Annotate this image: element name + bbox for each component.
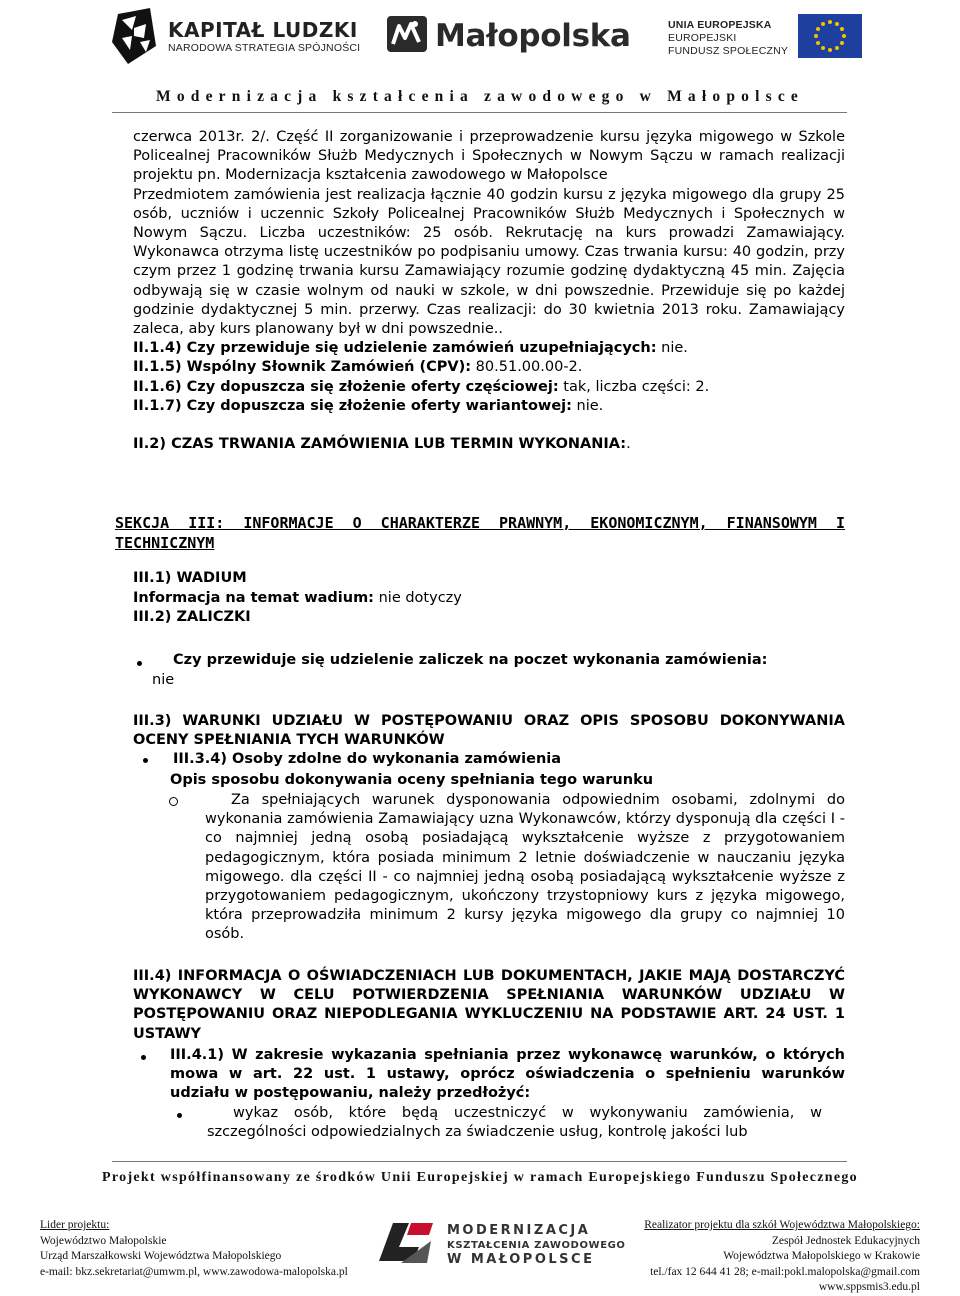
malopolska-logo — [385, 14, 631, 58]
section-ii-text — [133, 128, 845, 454]
footer-realizator-line-1: Zespół Jednostek Edukacyjnych — [771, 1234, 920, 1247]
bullet-icon — [177, 1113, 182, 1118]
footer-leader-line-1: Województwo Małopolskie — [40, 1234, 167, 1247]
section-iii-heading: SEKCJA III: INFORMACJE O CHARAKTERZE PRAWNYM, EKONOMICZNYM, FINANSOWYM I TECHNICZNYM — [115, 514, 845, 552]
footer-realizator — [644, 1218, 920, 1296]
zaliczki-answer: nie — [152, 672, 175, 688]
footer-cofinanced-note: Projekt współfinansowany ze środków Unii Europejskiej w ramach Europejskiego Funduszu Społecznego — [102, 1170, 858, 1185]
q-ii-1-7: II.1.7) Czy dopuszcza się złożenie oferty wariantowej: nie. — [133, 397, 604, 414]
page-header — [0, 0, 960, 120]
footer-leader-line-3: e-mail: bkz.sekretariat@umwm.pl, www.zawodowa-malopolska.pl — [40, 1265, 348, 1278]
heading-iii-4-1: III.4.1) W zakresie wykazania spełniania przez wykonawcę warunków, o których mowa w art. 22 ust. 1 ustawy, oprócz oświadczenia o spełnieniu warunków udziału w postępowaniu, należy przedłożyć: — [170, 1047, 845, 1102]
footer-realizator-line-4: www.sppsmis3.edu.pl — [818, 1281, 920, 1293]
paragraph-part-ii: czerwca 2013r. 2/. Część II zorganizowanie i przeprowadzenie kursu języka migowego w Szkole Policealnej Pracowników Służb Medycznych i Społecznych w Nowym Sączu w ramach realizacji projektu pn. Modernizacja kształcenia zawodowego w Małopolsce — [133, 129, 845, 184]
bullet-icon — [143, 758, 148, 763]
kapital-ludzki-logo — [110, 6, 360, 68]
footer-divider — [112, 1161, 847, 1162]
wykaz-paragraph: wykaz osób, które będą uczestniczyć w wykonywaniu zamówienia, w szczególności odpowiedzialnych za świadczenie usług, kontrolę jakości lub — [207, 1105, 822, 1141]
heading-opis: Opis sposobu dokonywania oceny spełniania tego warunku — [170, 772, 654, 788]
eu-line-3: FUNDUSZ SPOŁECZNY — [668, 44, 789, 57]
eu-logo — [660, 14, 862, 62]
wadium-info: Informacja na temat wadium: nie dotyczy — [133, 590, 462, 606]
footer-realizator-line-2: Województwa Małopolskiego w Krakowie — [723, 1250, 920, 1262]
heading-iii-1: III.1) WADIUM — [133, 570, 247, 586]
q-ii-1-5: II.1.5) Wspólny Słownik Zamówień (CPV): 80.51.00.00-2. — [133, 359, 583, 376]
header-divider — [112, 112, 847, 113]
zaliczki-question: Czy przewiduje się udzielenie zaliczek na poczet wykonania zamówienia: — [173, 652, 768, 668]
modernizacja-logo — [375, 1215, 626, 1275]
malopolska-mark-icon — [385, 14, 429, 58]
eu-flag-icon — [798, 14, 862, 62]
malopolska-title: Małopolska — [435, 18, 631, 54]
circle-bullet-icon — [169, 797, 178, 806]
warunek-paragraph: Za spełniających warunek dysponowania odpowiednim osobami, zdolnymi do wykonania zamówienia Zamawiający uzna Wykonawców, którzy dysponują dla części I - co najmniej jedną osobą posiadającą wykształcenie wyższe z przygotowaniem pedagogicznym, która posiada minimum 2 letnie doświadczenie w nauczaniu języka migowego. dla części II - co najmniej jedną osobą posiadającą wykształcenie wyższe z przygotowaniem pedagogicznym, ukończony trzystopniowy kurs z języka migowego, która przeprowadziła minimum 2 kursy języka migowego dla grupy co najmniej 10 osób. — [205, 792, 845, 943]
heading-iii-3-4: III.3.4) Osoby zdolne do wykonania zamówienia — [173, 751, 562, 767]
eu-line-2: EUROPEJSKI — [668, 31, 737, 44]
modernizacja-mark-icon — [375, 1215, 437, 1275]
paragraph-subject: Przedmiotem zamówienia jest realizacja łącznie 40 godzin kursu z języka migowego dla grupy 25 osób, uczniów i uczennic Szkoły Policealnej Pracowników Służb Medycznych i Społecznych w Nowym Sączu. Liczba uczestników: 25 osób. Rekrutację na kurs prowadzi Zamawiający. Wykonawca otrzyma listę uczestników po podpisaniu umowy. Czas trwania kursu: 40 godzin, przy czym przez 1 godzinę trwania kursu Zamawiający rozumie godzinę dydaktyczną 45 min. Zajęcia odbywają się w czasie wolnym od nauki w szkole, w dni powszednie. Przewiduje się po każdej godzinie dydaktycznej 5 min. przerwy. Czas realizacji: do 30 kwietnia 2013 roku. Zamawiający zaleca, aby kurs planowany był w dni powszednie.. — [133, 186, 845, 338]
footer-leader — [40, 1218, 348, 1280]
eu-line-1: UNIA EUROPEJSKA — [668, 18, 772, 31]
heading-iii-4: III.4) INFORMACJA O OŚWIADCZENIACH LUB DOKUMENTACH, JAKIE MAJĄ DOSTARCZYĆ WYKONAWCY W CELU POTWIERDZENIA SPEŁNIANIA WARUNKÓW UDZIAŁU W POSTĘPOWANIU ORAZ NIEPODLEGANIA WYKLUCZENIU NA PODSTAWIE ART. 24 UST. 1 USTAWY — [133, 968, 845, 1042]
heading-ii-2: II.2) CZAS TRWANIA ZAMÓWIENIA LUB TERMIN WYKONANIA:. — [133, 436, 631, 453]
modernizacja-line-3: W MAŁOPOLSCE — [447, 1251, 595, 1267]
project-tagline: Modernizacja kształcenia zawodowego w Małopolsce — [155, 88, 804, 105]
footer-realizator-line-3: tel./fax 12 644 41 28; e-mail:pokl.malopolska@gmail.com — [650, 1265, 920, 1278]
q-ii-1-6: II.1.6) Czy dopuszcza się złożenie oferty częściowej: tak, liczba części: 2. — [133, 378, 710, 395]
q-ii-1-4: II.1.4) Czy przewiduje się udzielenie zamówień uzupełniających: nie. — [133, 340, 688, 357]
bullet-icon — [137, 661, 142, 666]
modernizacja-line-1: MODERNIZACJA — [447, 1222, 591, 1238]
kapital-ludzki-mark-icon — [110, 6, 160, 68]
kapital-ludzki-subtitle: NARODOWA STRATEGIA SPÓJNOŚCI — [168, 42, 361, 54]
heading-iii-2: III.2) ZALICZKI — [133, 609, 251, 625]
bullet-icon — [141, 1055, 146, 1060]
footer-leader-heading: Lider projektu: — [40, 1219, 110, 1231]
modernizacja-line-2: KSZTAŁCENIA ZAWODOWEGO — [447, 1239, 626, 1251]
footer-leader-line-2: Urząd Marszałkowski Województwa Małopolskiego — [40, 1250, 282, 1262]
footer-realizator-heading: Realizator projektu dla szkół Województwa Małopolskiego: — [644, 1219, 920, 1231]
kapital-ludzki-title: KAPITAŁ LUDZKI — [168, 18, 358, 42]
heading-iii-3: III.3) WARUNKI UDZIAŁU W POSTĘPOWANIU ORAZ OPIS SPOSOBU DOKONYWANIA OCENY SPEŁNIANIA TYCH WARUNKÓW — [133, 713, 845, 749]
